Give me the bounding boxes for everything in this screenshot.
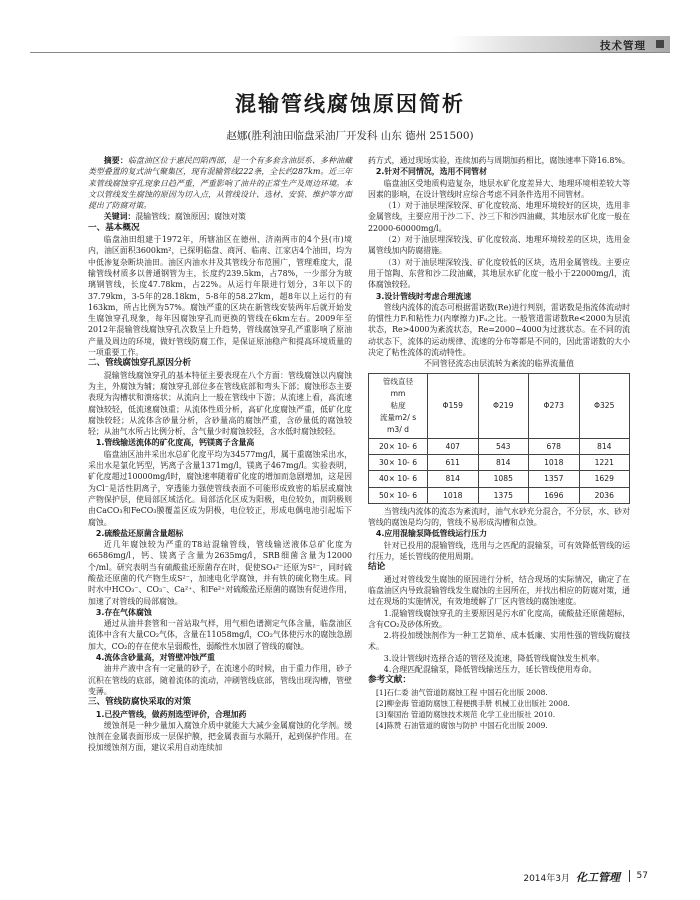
paragraph: 当管线内流体的流态为紊流时，油气水砂充分混合，不分层，水、砂对管线的腐蚀是均匀的，管线不易形成沟槽和点蚀。: [368, 506, 630, 528]
table-caption: 不同管径流态由层流转为紊流的临界流量值: [424, 359, 574, 369]
table-row: [369, 471, 630, 487]
table-rowhead-line: m3/ d: [386, 424, 410, 434]
table-cell: 1018: [529, 454, 580, 470]
critical-flow-table: [368, 373, 630, 504]
list-item: （1）对于油层埋深较深、矿化度较高、地理环境较好的区块，选用非金属管线，主要应用于沙二下、沙三下和沙四油藏，其地层水矿化度一般在22000-60000mg/l。: [368, 201, 630, 233]
table-cell: 814: [579, 438, 630, 454]
section-heading: 一、基本概况: [88, 222, 140, 233]
table-cell: 611: [428, 454, 479, 470]
table-cell: 1018: [428, 487, 479, 503]
paragraph: 针对已投用的混输管线，选用与之匹配的混输泵，可有效降低管线的运行压力，延长管线的使用周期。: [368, 540, 630, 562]
issue-date: 2014年3月: [523, 874, 570, 884]
page-footer: [0, 868, 700, 888]
list-item: （2）对于油层埋深较浅、矿化度较高、地理环境较差的区块，选用金属管线加内防腐措施。: [368, 235, 630, 256]
paragraph: 混输管线腐蚀穿孔的基本特征主要表现在八个方面：管线腐蚀以内腐蚀为主，外腐蚀为辅；腐蚀穿孔部位多在管线底部和弯头下部；腐蚀形态主要表现为沟槽状和溃疡状；从流向上一般在管线中下游；从流速上看，高流速腐蚀较轻，低流速腐蚀重；从流体性质分析，高矿化度腐蚀严重，低矿化度腐蚀较轻；从流体含砂量分析，含砂量高的腐蚀严重，含砂量低的腐蚀较轻；从油气水所占比例分析，含气量少时腐蚀较轻，含水低时腐蚀较轻。: [88, 370, 352, 437]
list-item: 3.设计管线时选择合适的管径及流速，降低管线腐蚀发生机率。: [383, 653, 605, 663]
left-column: [88, 155, 352, 754]
list-item: 1.混输管线腐蚀穿孔的主要原因是污水矿化度高，硫酸盐还原菌超标，含有CO₂及砂体所致。: [368, 608, 630, 629]
table-cell: 1375: [478, 487, 529, 503]
subsection-heading: 3.设计管线时考虑合理流速: [375, 291, 472, 301]
author-affiliation: 赵娜(胜利油田临盘采油厂开发科 山东 德州 251500): [226, 130, 474, 142]
table-cell: 407: [428, 438, 479, 454]
list-item: 4.合理匹配混输泵，降低管线输送压力，延长管线使用寿命。: [383, 664, 597, 674]
page-number: 57: [636, 871, 648, 881]
table-cell: 814: [478, 454, 529, 470]
table-cell: 1221: [579, 454, 630, 470]
table-rowhead-line: 管线直径: [382, 376, 414, 386]
paragraph: 通过对管线发生腐蚀的原因进行分析，结合现场的实际情况，确定了在临盘油区内导致混输管线发生腐蚀的主因所在，并找出相应的防腐对策，通过在现场的实施情况，有效地缓解了厂区内管线的腐蚀速度。: [368, 574, 630, 607]
table-cell: 50× 10- 6: [369, 487, 428, 503]
table-cell: 40× 10- 6: [369, 471, 428, 487]
references-heading: 参考文献：: [368, 675, 411, 686]
journal-name: 化工管理: [576, 871, 620, 884]
paragraph: 缓蚀剂是一种少量加入腐蚀介质中就能大大减少金属腐蚀的化学剂。缓蚀剂在金属表面形成一层保护膜，把金属表面与水隔开，起到保护作用。在投加缓蚀剂方面，建议采用自动连续加: [88, 720, 352, 753]
reference-item: [1]石仁委 油气管道防腐蚀工程 中国石化出版 2008.: [376, 687, 548, 697]
abstract: [88, 155, 352, 211]
paragraph: 临盘油区受地质构造复杂，地层水矿化度差异大、地理环境相差较大等因素的影响，在设计管线时应综合考虑不同条件选用不同管材。: [368, 178, 630, 199]
keywords-text: 混输管线；腐蚀原因；腐蚀对策: [135, 212, 246, 222]
subsection-heading: 4.应用混输泵降低管线运行压力: [375, 529, 487, 539]
table-row: [369, 454, 630, 470]
table-row: [369, 438, 630, 454]
table-rowhead-line: mm: [390, 388, 406, 398]
paragraph: 管线内流体的流态可根据雷诺数(Re)进行判别，雷诺数是指流体流动时的惯性力Fᵢ和粘性力(内摩擦力)Fᵤ之比。一般管道雷诺数Re<2000为层流状态，Re>4000为紊流状态，Re=2000~4000为过渡状态。在不同的流动状态下，流体的运动规律、流速的分布等都是不同的，因此雷诺数的大小决定了粘性流体的流动特性。: [368, 302, 630, 358]
keywords-label: 关键词：: [103, 212, 136, 222]
keywords: [88, 211, 352, 222]
abstract-label: 摘要：: [103, 156, 128, 165]
reference-item: [4]陈赞 石油管道的腐蚀与防护 中国石化出版 2009.: [376, 721, 548, 731]
paragraph: 药方式，通过现场实验，连续加药与周期加药相比，腐蚀速率下降16.8%。: [368, 156, 630, 165]
reference-item: [2]柳金海 管道防腐蚀工程便携手册 机械工业出版社 2008.: [376, 698, 570, 708]
subsection-heading: 1.管线输送流体的矿化度高，钙镁离子含量高: [95, 438, 255, 448]
reference-item: [3]秦国治 管道防腐蚀技术规范 化学工业出版社 2010.: [376, 710, 556, 720]
table-rowhead-line: 流量m2/ s: [379, 412, 417, 422]
table-col-header: Φ273: [529, 373, 580, 438]
table-row: [369, 487, 630, 503]
table-cell: 543: [478, 438, 529, 454]
table-col-header: Φ159: [428, 373, 479, 438]
table-cell: 1629: [579, 471, 630, 487]
subsection-heading: 3.存在气体腐蚀: [95, 607, 152, 617]
subsection-heading: 2.硫酸盐还原菌含量超标: [95, 528, 184, 538]
subsection-heading: 4.流体含砂量高，对管壁冲蚀严重: [95, 653, 215, 663]
subsection-heading: 1.已投产管线，做药剂选型评价，合理加药: [95, 709, 247, 719]
subsection-heading: 2.针对不同情况，选用不同管材: [375, 167, 487, 177]
section-label: 技术管理: [600, 40, 646, 52]
paragraph: 油井产液中含有一定量的砂子，在流速小的时候，由于重力作用，砂子沉积在管线的底部，随着流体的流动，冲刷管线底部，管线出现沟槽，管壁变薄。: [88, 664, 352, 696]
paragraph: 通过从油井套管和一首站取气样，用气相色谱测定气体含量，临盘油区流体中含有大量CO₂气体，含量在11058mg/l，CO₂气体使污水的腐蚀急剧加大，CO₂的存在使水呈弱酸性，弱酸性水加剧了管线的腐蚀。: [88, 619, 352, 651]
paragraph: 近几年腐蚀较为严重的T8站混输管线，管线输送液体总矿化度为66586mg/l，钙、镁离子含量为2635mg/l，SRB细菌含量为12000个/ml。研究表明当有硫酸盐还原菌存在时，促使SO₄²⁻还原为S²⁻，同时硫酸盐还原菌的代产物生成S²⁻，加速电化学腐蚀，并有铁的硫化物生成。同时水中HCO₃⁻、CO₃⁻、Ca²⁺、和Fe²⁺对硫酸盐还原菌的腐蚀有促进作用，加速了对管线的局部腐蚀。: [88, 540, 352, 606]
table-row-header: [369, 373, 428, 438]
conclusion-heading: 结论: [368, 562, 386, 573]
paragraph: 临盘油区油井采出水总矿化度平均为34577mg/l，属于重腐蚀采出水，采出水是氯化钙型，钙离子含量1371mg/l，镁离子467mg/l。实验表明，矿化度超过10000mg/l时，腐蚀速率随着矿化度的增加而急剧增加，这是因为Cl⁻是活性阴离子，穿透能力强使管线表面不可能形成致密的垢层或腐蚀产物保护层，使局部区域活化。局部活化区成为阳极，电位较负，而阴极则由CaCO₃和FeCO₃膜覆盖区成为阴极，电位较正，形成电偶电池引起垢下腐蚀。: [88, 449, 352, 527]
table-rowhead-line: 粘度: [390, 400, 406, 410]
section-heading: 三、管线防腐快采取的对策: [88, 697, 192, 708]
footer-divider: [629, 870, 630, 882]
table-cell: 814: [428, 471, 479, 487]
table-cell: 678: [529, 438, 580, 454]
table-cell: 20× 10- 6: [369, 438, 428, 454]
table-col-header: Φ325: [579, 373, 630, 438]
section-heading: 二、管线腐蚀穿孔原因分析: [88, 358, 192, 369]
list-item: 2.将投加缓蚀剂作为一种工艺简单、成本低廉、实用性强的管线防腐技术。: [368, 631, 630, 652]
abstract-text: 临盘油区位于惠民凹陷西部，是一个有多套含油层系、多种油藏类型叠置的复式油气聚集区，现有混输管线222条，全长约287km。近三年来管线腐蚀穿孔现象日趋严重，严重影响了油井的正常生产及周边环境。本文以管线发生腐蚀的原因为切入点，从管线设计、选材、安装、维护等方面提出了防腐对策。: [88, 156, 352, 211]
header-square-icon: [656, 40, 664, 48]
table-cell: 2036: [579, 487, 630, 503]
table-cell: 1357: [529, 471, 580, 487]
right-column: [368, 155, 630, 732]
table-col-header: Φ219: [478, 373, 529, 438]
header-rule: [30, 52, 670, 53]
article-title: 混输管线腐蚀原因简析: [235, 92, 465, 116]
paragraph: 临盘油田组建于1972年，所辖油区在德州、济南两市的4个县(市)境内，油区面积3600km²，已探明临盘、商河、临南、江家店4个油田，均为中低渗复杂断块油田。油区内油水井及其管线分布范围广，管理难度大，混输管线材质多以普通钢管为主，长度约239.5km，占78%，一少部分为玻璃钢管线，长度47.78km，占22%。从运行年限进行划分，3年以下的37.79km，3-5年的28.18km，5-8年的58.27km，超8年以上运行的有163km，所占比例为57%。腐蚀严重的区块在新管线安装两年后就开始发生腐蚀穿孔现象，每年因腐蚀穿孔而更换的管线在6km左右。2009年至2012年混输管线腐蚀穿孔次数呈上升趋势，管线腐蚀穿孔严重影响了原油产量及周边的环境，做好管线防腐工作，是保证原油稳产和提高环境质量的一项重要工作。: [88, 235, 352, 358]
table-cell: 30× 10- 6: [369, 454, 428, 470]
table-cell: 1696: [529, 487, 580, 503]
table-header-row: [369, 373, 630, 438]
table-cell: 1085: [478, 471, 529, 487]
list-item: （3）对于油层埋深较浅、矿化度较低的区块，选用金属管线。主要应用于馆陶、东营和沙二段油藏，其地层水矿化度一般小于22000mg/l，流体腐蚀较轻。: [368, 257, 630, 290]
